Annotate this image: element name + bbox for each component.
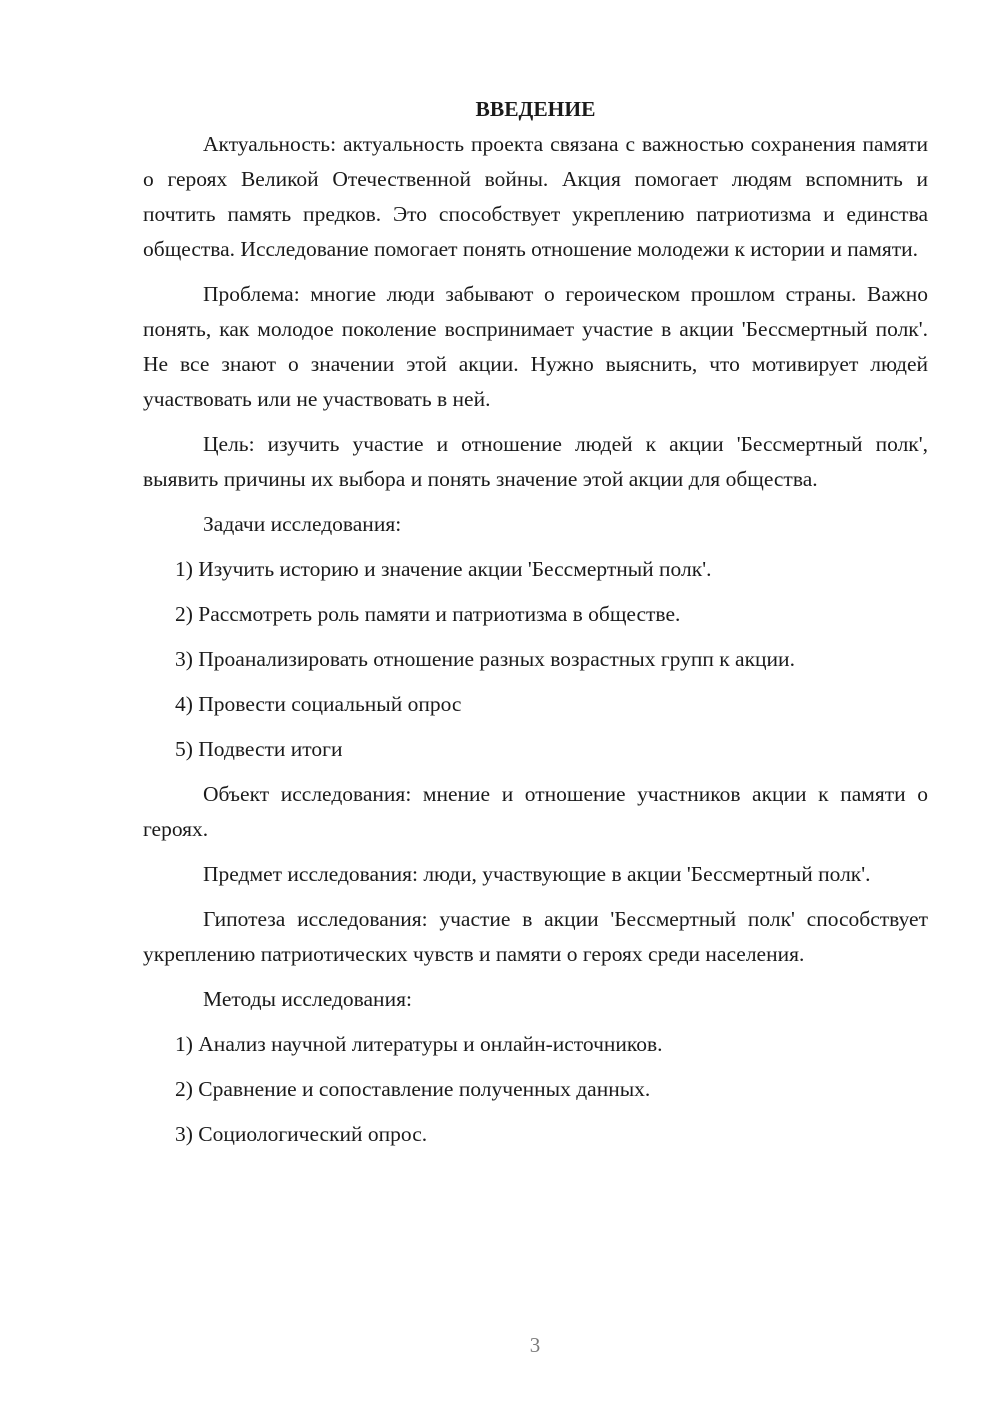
- method-item: 1) Анализ научной литературы и онлайн-источников.: [175, 1032, 663, 1056]
- hypothesis-paragraph: Гипотеза исследования: участие в акции 'Бессмертный полк' способствует укреплению патриотических чувств и памяти о героях среди населения.: [143, 907, 928, 966]
- method-item: 3) Социологический опрос.: [175, 1122, 428, 1146]
- method-item: 2) Сравнение и сопоставление полученных данных.: [175, 1077, 651, 1101]
- section-heading: ВВЕДЕНИЕ: [475, 97, 596, 121]
- task-item: 2) Рассмотреть роль памяти и патриотизма в обществе.: [175, 602, 681, 626]
- task-item: 5) Подвести итоги: [175, 737, 343, 761]
- subject-paragraph: Предмет исследования: люди, участвующие в акции 'Бессмертный полк'.: [203, 862, 871, 886]
- goal-paragraph: Цель: изучить участие и отношение людей к акции 'Бессмертный полк', выявить причины их выбора и понять значение этой акции для общества.: [143, 432, 928, 491]
- relevance-paragraph: Актуальность: актуальность проекта связана с важностью сохранения памяти о героях Великой Отечественной войны. Акция помогает людям вспомнить и почтить память предков. Это способствует укреплению патриотизма и единства общества. Исследование помогает понять отношение молодежи к истории и памяти.: [143, 132, 928, 261]
- problem-paragraph: Проблема: многие люди забывают о героическом прошлом страны. Важно понять, как молодое поколение воспринимает участие в акции 'Бессмертный полк'. Не все знают о значении этой акции. Нужно выяснить, что мотивирует людей участвовать или не участвовать в ней.: [143, 282, 928, 411]
- page-number: 3: [529, 1333, 541, 1357]
- object-paragraph: Объект исследования: мнение и отношение участников акции к памяти о героях.: [143, 782, 928, 841]
- methods-heading: Методы исследования:: [203, 987, 412, 1011]
- document-page: [143, 92, 928, 1152]
- task-item: 1) Изучить историю и значение акции 'Бессмертный полк'.: [175, 557, 712, 581]
- tasks-heading: Задачи исследования:: [203, 512, 402, 536]
- task-item: 3) Проанализировать отношение разных возрастных групп к акции.: [175, 647, 795, 671]
- task-item: 4) Провести социальный опрос: [175, 692, 462, 716]
